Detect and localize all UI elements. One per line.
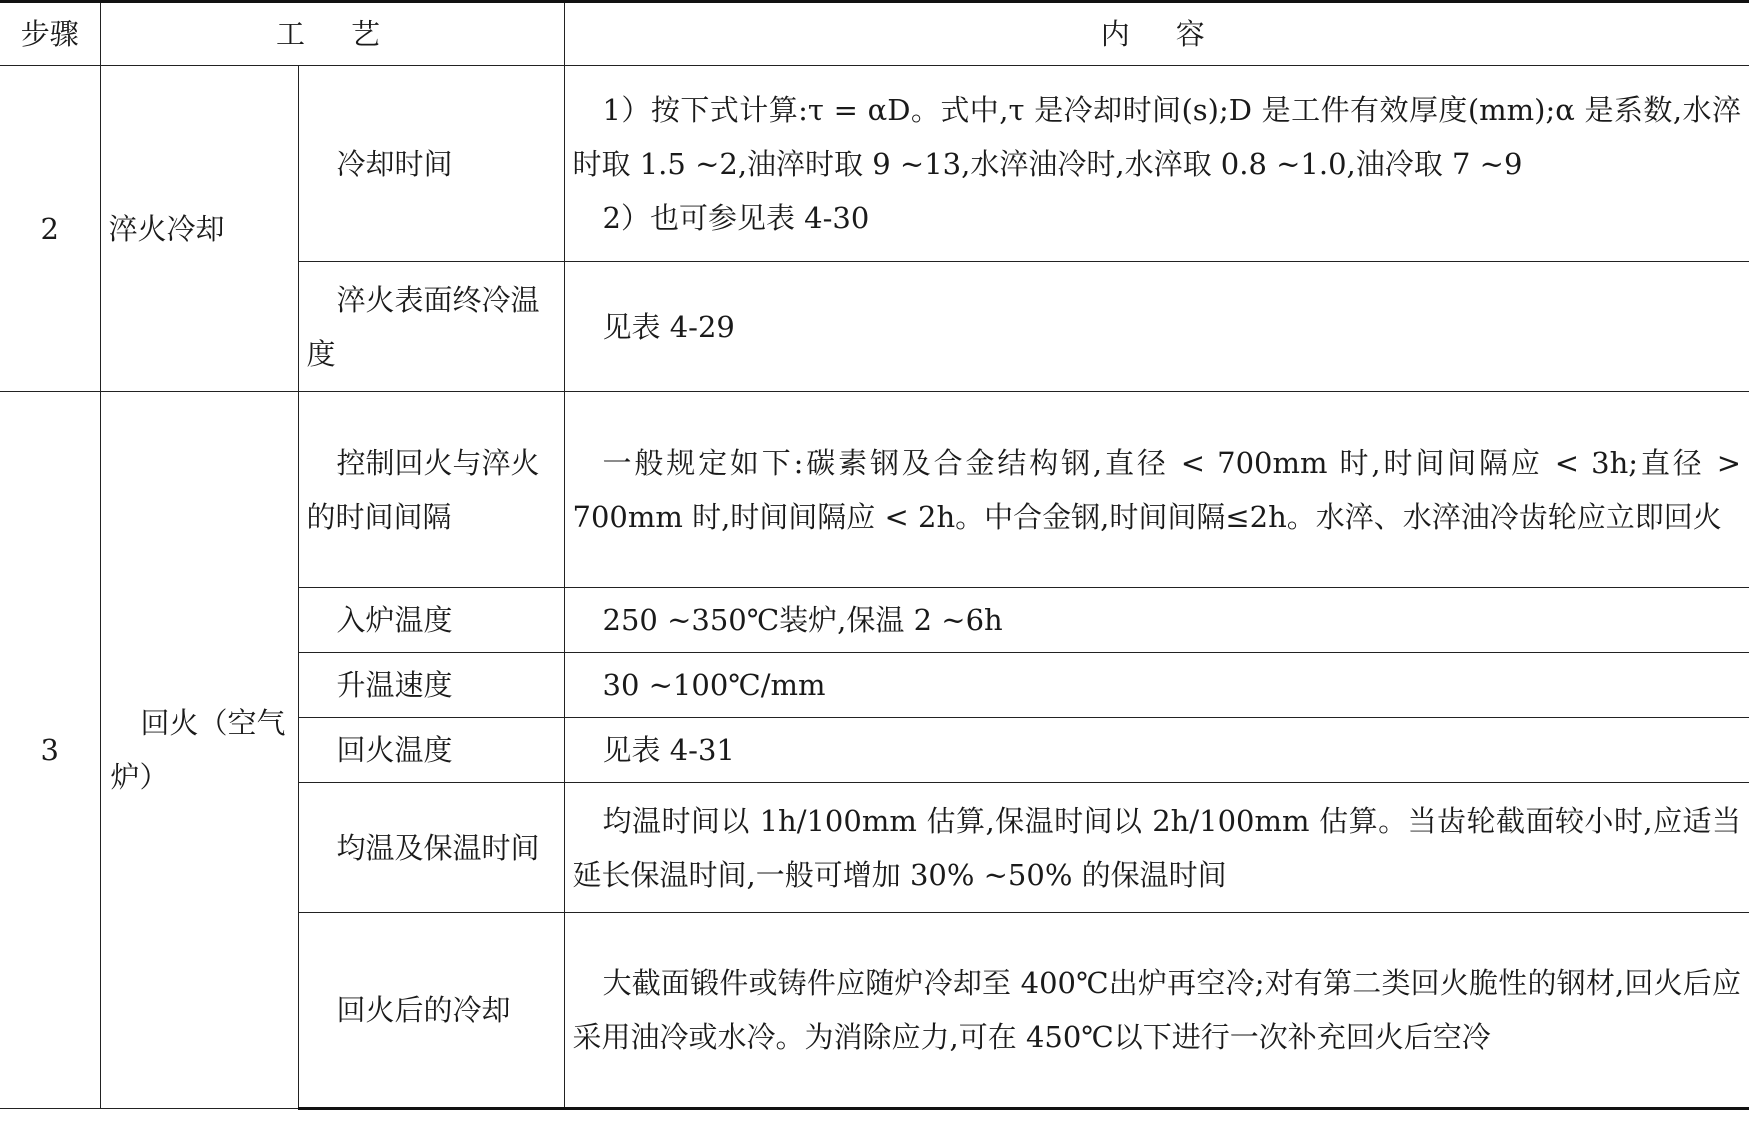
content-line: 250 ~350℃装炉,保温 2 ~6h	[602, 603, 1003, 637]
sub-item-label: 升温速度	[298, 653, 564, 718]
sub-item-label: 回火温度	[298, 718, 564, 783]
content-cell	[564, 392, 1749, 588]
content-cell	[564, 783, 1749, 913]
header-row	[0, 2, 1749, 66]
content-line: 一般规定如下:碳素钢及合金结构钢,直径 < 700mm 时,时间间隔应 < 3h;直径 > 700mm 时,时间间隔应 < 2h。中合金钢,时间间隔≤2h。水淬、水淬油冷齿轮应立即回火	[572, 445, 1742, 534]
content-cell	[564, 718, 1749, 783]
content-line: 大截面锻件或铸件应随炉冷却至 400℃出炉再空冷;对有第二类回火脆性的钢材,回火后应采用油冷或水冷。为消除应力,可在 450℃以下进行一次补充回火后空冷	[572, 966, 1742, 1054]
content-line: 见表 4-31	[602, 733, 735, 767]
content-line: 30 ~100℃/mm	[602, 668, 826, 702]
sub-item-label: 冷却时间	[298, 66, 564, 262]
content-line: 2）也可参见表 4-30	[602, 200, 870, 235]
content-line: 见表 4-29	[602, 309, 735, 344]
sub-item-label: 控制回火与淬火的时间间隔	[298, 392, 564, 588]
content-cell	[564, 262, 1749, 392]
sub-item-label: 淬火表面终冷温度	[298, 262, 564, 392]
content-cell	[564, 66, 1749, 262]
sub-item-label: 入炉温度	[298, 588, 564, 653]
content-line: 1）按下式计算:τ = αD。式中,τ 是冷却时间(s);D 是工件有效厚度(mm);α 是系数,水淬时取 1.5 ~2,油淬时取 9 ~13,水淬油冷时,水淬取 0.8 ~1.0,油冷取 7 ~9	[572, 92, 1742, 181]
content-cell	[564, 588, 1749, 653]
step-number: 2	[0, 66, 100, 392]
sub-item-label: 回火后的冷却	[298, 913, 564, 1109]
step-number: 3	[0, 392, 100, 1109]
table-row	[0, 66, 1749, 262]
craft-name: 回火（空气炉）	[100, 392, 298, 1109]
content-cell	[564, 653, 1749, 718]
content-line: 均温时间以 1h/100mm 估算,保温时间以 2h/100mm 估算。当齿轮截面较小时,应适当延长保温时间,一般可增加 30% ~50% 的保温时间	[572, 803, 1742, 892]
sub-item-label: 均温及保温时间	[298, 783, 564, 913]
content-cell	[564, 913, 1749, 1109]
header-content: 内容	[564, 2, 1749, 66]
header-step: 步骤	[0, 2, 100, 66]
header-craft: 工艺	[100, 2, 564, 66]
craft-name: 淬火冷却	[100, 66, 298, 392]
table-row	[0, 392, 1749, 588]
